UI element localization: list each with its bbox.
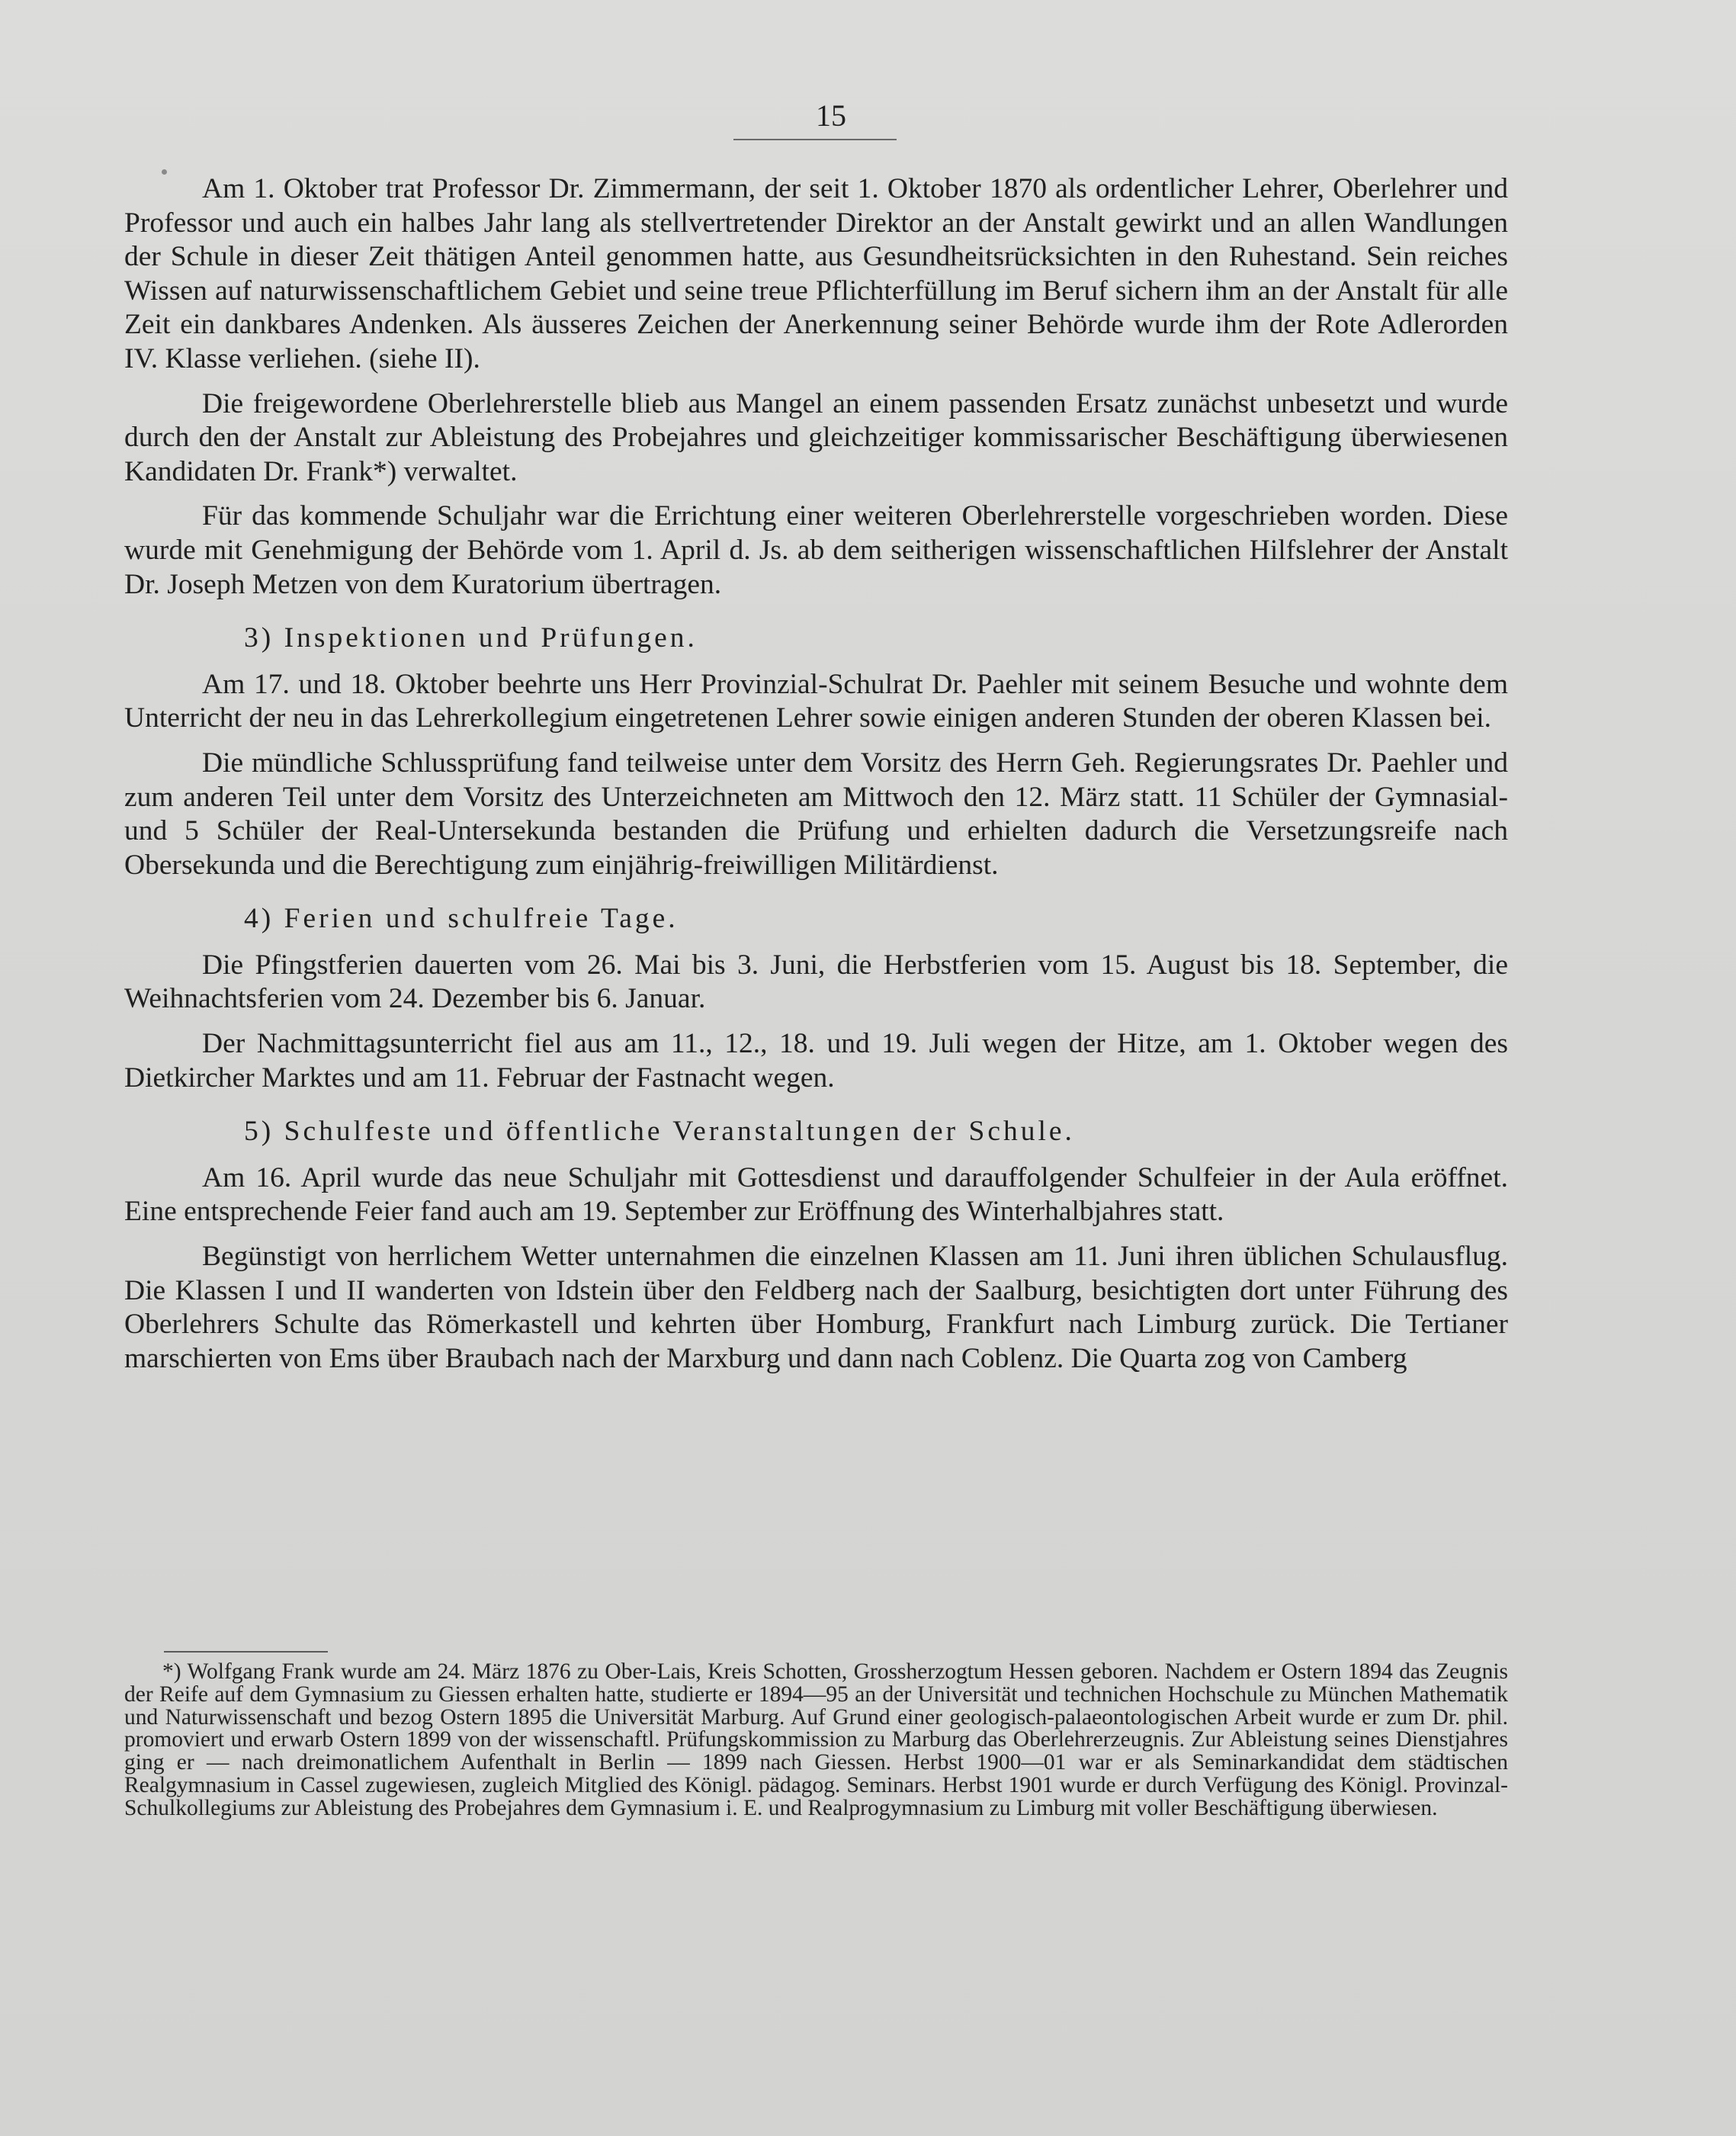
paragraph-schuljahr-eroeffnung: Am 16. April wurde das neue Schuljahr mit Gottesdienst und darauffolgender Schulfeier in der Aula eröffnet. Eine entsprechende Feier fand auch am 19. September zur Eröffnung des Winterhalbjahres statt. [124, 1161, 1508, 1228]
section-heading-ferien: 4) Ferien und schulfreie Tage. [244, 903, 679, 935]
paragraph-nachmittag: Der Nachmittagsunterricht fiel aus am 11., 12., 18. und 19. Juli wegen der Hitze, am 1. Oktober wegen des Dietkircher Marktes und am 11. Februar der Fastnacht wegen. [124, 1028, 1508, 1094]
paragraph-ferien: Die Pfingstferien dauerten vom 26. Mai bis 3. Juni, die Herbstferien vom 15. August bis 18. September, die Weihnachtsferien vom 24. Dezember bis 6. Januar. [124, 949, 1508, 1015]
page-number: 15 [816, 98, 846, 133]
paragraph-schulausflug: Begünstigt von herrlichem Wetter unternahmen die einzelnen Klassen am 11. Juni ihren üblichen Schulausflug. Die Klassen I und II wanderten von Idstein über den Feldberg nach der Saalburg, besichtigten dort unter Führung des Oberlehrers Schulte das Römerkastell und kehrten über Homburg, Frankfurt nach Limburg zurück. Die Tertianer marschierten von Ems über Braubach nach der Marxburg und dann nach Coblenz. Die Quarta zog von Camberg [124, 1241, 1508, 1374]
section-heading-inspektionen: 3) Inspektionen und Prüfungen. [244, 622, 698, 654]
paragraph-zimmermann: Am 1. Oktober trat Professor Dr. Zimmermann, der seit 1. Oktober 1870 als ordentlicher Lehrer, Oberlehrer und Professor und auch ein halbes Jahr lang als stellvertretender Direktor an der Anstalt gewirkt und an allen Wandlungen der Schule in dieser Zeit thätigen Anteil genommen hatte, aus Gesundheitsrücksichten in den Ruhestand. Sein reiches Wissen auf naturwissenschaftlichem Gebiet und seine treue Pflichterfüllung im Beruf sichern ihm an der Anstalt für alle Zeit ein dankbares Andenken. Als äusseres Zeichen der Anerkennung seiner Behörde wurde ihm der Rote Adlerorden IV. Klasse verliehen. (siehe II). [124, 173, 1508, 374]
paragraph-oberlehrerstelle: Die freigewordene Oberlehrerstelle blieb aus Mangel an einem passenden Ersatz zunächst unbesetzt und wurde durch den der Anstalt zur Ableistung des Probejahres und gleichzeitiger kommissarischer Beschäftigung überwiesenen Kandidaten Dr. Frank*) verwaltet. [124, 387, 1508, 487]
paragraph-schuljahr: Für das kommende Schuljahr war die Errichtung einer weiteren Oberlehrerstelle vorgeschrieben worden. Diese wurde mit Genehmigung der Behörde vom 1. April d. Js. ab dem seitherigen wissenschaftlichen Hilfslehrer der Anstalt Dr. Joseph Metzen von dem Kuratorium übertragen. [124, 500, 1508, 600]
main-text [124, 172, 1508, 1386]
section-heading-schulfeste: 5) Schulfeste und öffentliche Veranstaltungen der Schule. [244, 1116, 1075, 1148]
footnote-rule [164, 1651, 328, 1653]
page-number-rule [733, 139, 897, 140]
footnote-frank: *) Wolfgang Frank wurde am 24. März 1876 zu Ober-Lais, Kreis Schotten, Grossherzogtum Hessen geboren. Nachdem er Ostern 1894 das Zeugnis der Reife auf dem Gymnasium zu Giessen erhalten hatte, studierte er 1894—95 an der Universität und technichen Hochschule zu München Mathematik und Naturwissenschaft und bezog Ostern 1895 die Universität Marburg. Auf Grund einer geologisch-palaeontologischen Arbeit wurde er zum Dr. phil. promoviert und erwarb Ostern 1899 von der wissenschaftl. Prüfungskommission zu Marburg das Oberlehrerzeugnis. Zur Ableistung seines Dienstjahres ging er — nach dreimonatlichem Aufenthalt in Berlin — 1899 nach Giessen. Herbst 1900—01 war er als Seminarkandidat dem städtischen Realgymnasium in Cassel zugewiesen, zugleich Mitglied des Königl. pädagog. Seminars. Herbst 1901 wurde er durch Verfügung des Königl. Provinzal-Schulkollegiums zur Ableistung des Probejahres dem Gymnasium i. E. und Realprogymnasium zu Limburg mit voller Beschäftigung überwiesen. [124, 1659, 1508, 1820]
paragraph-besuch: Am 17. und 18. Oktober beehrte uns Herr Provinzial-Schulrat Dr. Paehler mit seinem Besuche und wohnte dem Unterricht der neu in das Lehrerkollegium eingetretenen Lehrer sowie einigen anderen Stunden der oberen Klassen bei. [124, 668, 1508, 734]
paragraph-schlusspruefung: Die mündliche Schlussprüfung fand teilweise unter dem Vorsitz des Herrn Geh. Regierungsrates Dr. Paehler und zum anderen Teil unter dem Vorsitz des Unterzeichneten am Mittwoch den 12. März statt. 11 Schüler der Gymnasial- und 5 Schüler der Real-Untersekunda bestanden die Prüfung und erhielten dadurch die Versetzungsreife nach Obersekunda und die Berechtigung zum einjährig-freiwilligen Militärdienst. [124, 747, 1508, 881]
